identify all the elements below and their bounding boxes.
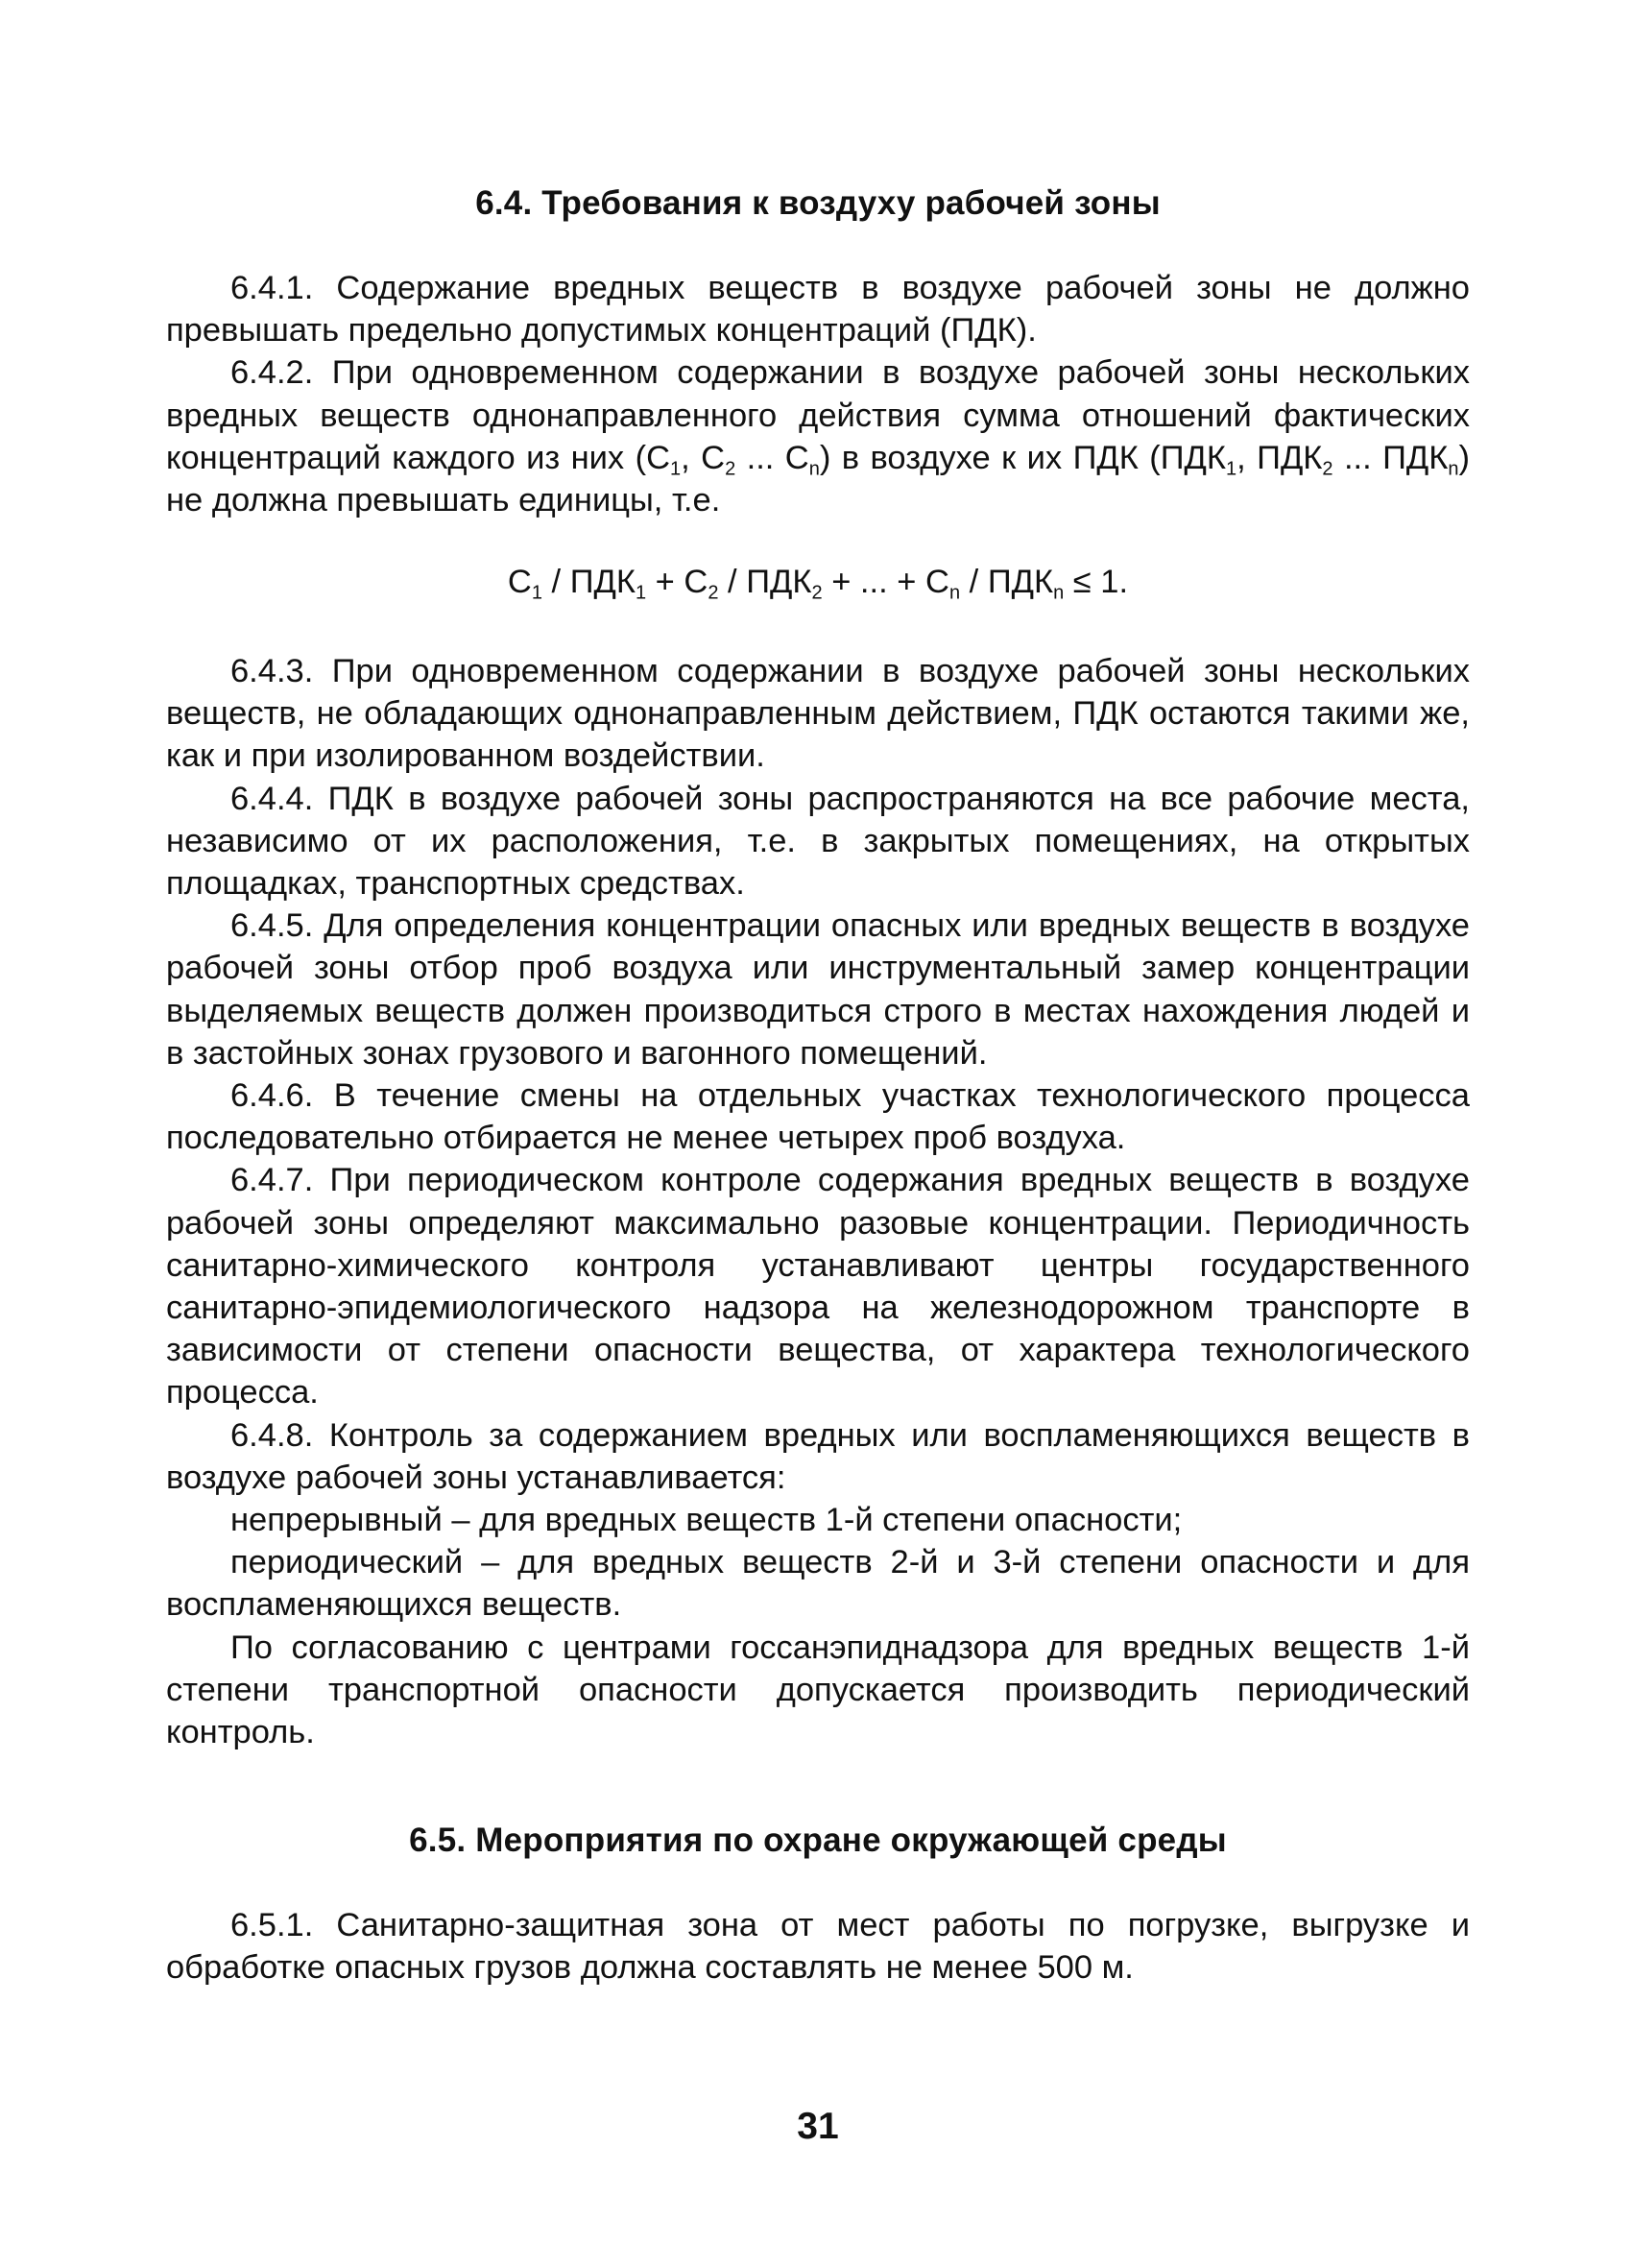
concentration-formula	[166, 561, 1470, 603]
subscript: 2	[1322, 458, 1333, 480]
formula-c: С	[507, 564, 532, 600]
paragraph-6-4-5: 6.4.5. Для определения концентрации опасных или вредных веществ в воздухе рабочей зоны отбор проб воздуха или инструментальный замер концентрации выделяемых веществ должен производиться строго в местах нахождения людей и в застойных зонах грузового и вагонного помещений.	[166, 907, 1470, 1072]
subscript: 2	[708, 582, 719, 604]
formula-slash-pdk: / ПДК	[960, 564, 1054, 600]
paragraph-6-4-1: 6.4.1. Содержание вредных веществ в воздухе рабочей зоны не должно превышать предельно допустимых концентраций (ПДК).	[166, 270, 1470, 350]
text-run: 6.4.2. При одновременном содержании в воздухе рабочей зоны нескольких вредных веществ однонаправленного действия сумма отношений фактических концентраций каждого из них (С	[166, 354, 1470, 476]
formula-c: С	[925, 564, 949, 600]
formula-plus: +	[646, 564, 684, 600]
subscript: 2	[725, 458, 736, 480]
text-run: , С	[681, 439, 726, 476]
paragraph-agreement: По согласованию с центрами госсанэпиднадзора для вредных веществ 1-й степени транспортной опасности допускается производить периодический контроль.	[166, 1629, 1470, 1751]
text-block-6-5	[166, 1904, 1470, 1989]
paragraph-6-4-6: 6.4.6. В течение смены на отдельных участках технологического процесса последовательно отбирается не менее четырех проб воздуха.	[166, 1077, 1470, 1157]
text-block-6-4-intro	[166, 267, 1470, 521]
subscript: n	[1448, 458, 1459, 480]
paragraph-6-4-7: 6.4.7. При периодическом контроле содержания вредных веществ в воздухе рабочей зоны определяют максимально разовые концентрации. Периодичность санитарно-химического контроля устанавливают центры государственного санитарно-эпидемиологического надзора на железнодорожном транспорте в зависимости от степени опасности вещества, от характера технологического процесса.	[166, 1162, 1470, 1411]
text-run: , ПДК	[1236, 439, 1323, 476]
subscript: 1	[635, 582, 647, 604]
section-heading-6-4: 6.4. Требования к воздуху рабочей зоны	[475, 184, 1161, 222]
subscript: n	[1053, 582, 1065, 604]
paragraph-periodic-control: периодический – для вредных веществ 2-й и 3-й степени опасности и для воспламеняющихся веществ.	[166, 1544, 1470, 1624]
subscript: 1	[531, 582, 542, 604]
text-run: ... ПДК	[1332, 439, 1449, 476]
formula-slash-pdk: / ПДК	[541, 564, 636, 600]
paragraph-6-4-8: 6.4.8. Контроль за содержанием вредных или воспламеняющихся веществ в воздухе рабочей зоны устанавливается:	[166, 1416, 1470, 1496]
subscript: 1	[1226, 458, 1237, 480]
paragraph-6-4-4: 6.4.4. ПДК в воздухе рабочей зоны распространяются на все рабочие места, независимо от их расположения, т.е. в закрытых помещениях, на открытых площадках, транспортных средствах.	[166, 780, 1470, 903]
formula-c: С	[684, 564, 708, 600]
subscript: 2	[811, 582, 823, 604]
paragraph-continuous-control: непрерывный – для вредных веществ 1-й степени опасности;	[230, 1502, 1183, 1539]
text-run: ) в воздухе к их ПДК (ПДК	[819, 439, 1227, 476]
page-number: 31	[797, 2106, 839, 2147]
paragraph-6-5-1: 6.5.1. Санитарно-защитная зона от мест работы по погрузке, выгрузке и обработке опасных грузов должна составлять не менее 500 м.	[166, 1907, 1470, 1987]
subscript: n	[948, 582, 961, 604]
section-heading-6-5: 6.5. Мероприятия по охране окружающей среды	[409, 1822, 1227, 1859]
text-block-6-4-main	[166, 650, 1470, 1753]
paragraph-6-4-2	[166, 351, 1470, 521]
document-page	[166, 0, 1470, 2268]
formula-ellipsis: + ... +	[822, 564, 926, 600]
text-run: ) не должна превышать единицы, т.е.	[166, 439, 1471, 519]
formula-slash-pdk: / ПДК	[718, 564, 812, 600]
subscript: 1	[670, 458, 682, 480]
text-run: ... С	[735, 439, 809, 476]
paragraph-6-4-3: 6.4.3. При одновременном содержании в воздухе рабочей зоны нескольких веществ, не обладающих однонаправленным действием, ПДК остаются такими же, как и при изолированном воздействии.	[166, 653, 1470, 775]
subscript: n	[808, 458, 820, 480]
formula-tail: ≤ 1.	[1064, 564, 1129, 600]
